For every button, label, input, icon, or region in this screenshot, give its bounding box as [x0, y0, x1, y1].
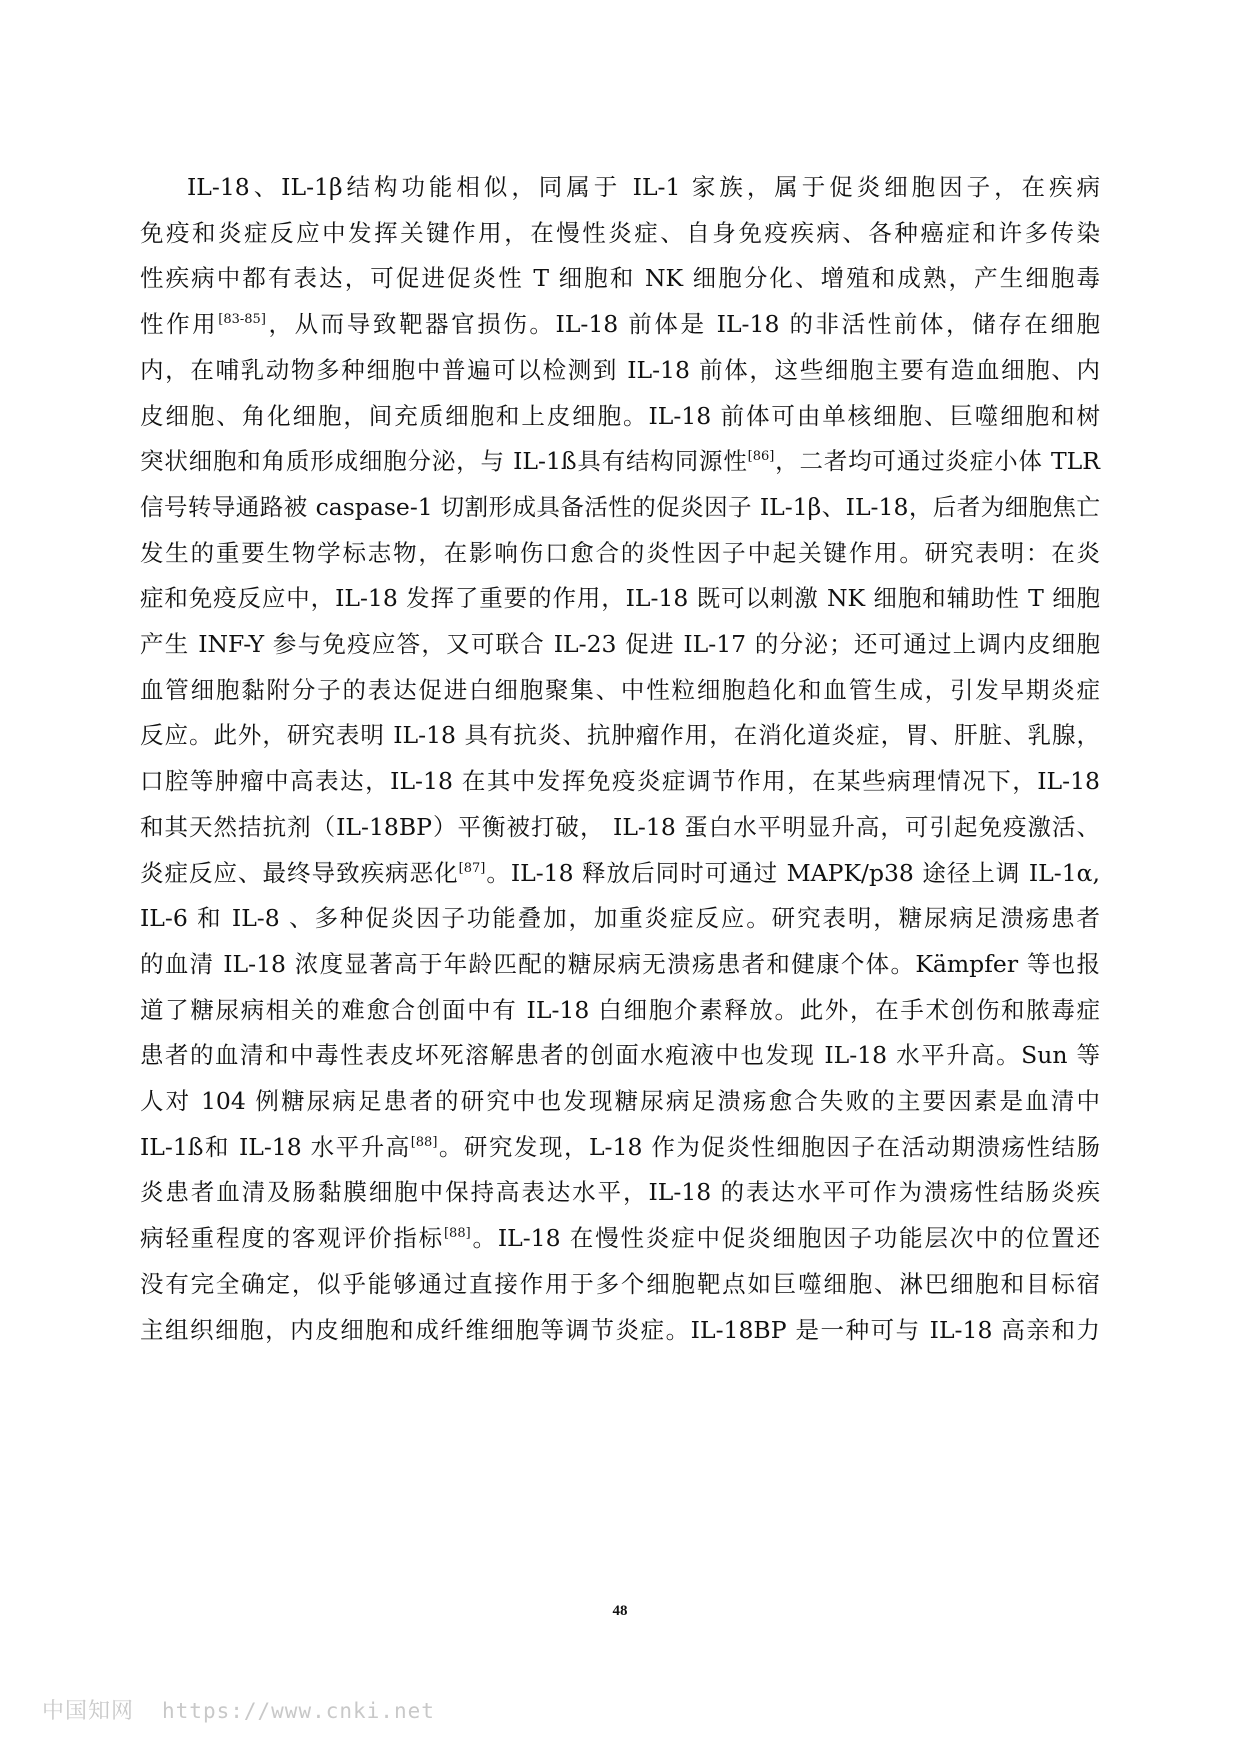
text-line: 主组织细胞，内皮细胞和成纤维细胞等调节炎症。IL-18BP 是一种可与 IL-18 高亲和力 — [140, 1315, 1100, 1344]
text-line: 血管细胞黏附分子的表达促进白细胞聚集、中性粒细胞趋化和血管生成，引发早期炎症 — [140, 675, 1100, 704]
citation: [88] — [443, 1226, 471, 1242]
text-line: 信号转导通路被 caspase-1 切割形成具备活性的促炎因子 IL-1β、IL-18，后者为细胞焦亡 — [140, 492, 1100, 521]
text-line: 反应。此外，研究表明 IL-18 具有抗炎、抗肿瘤作用，在消化道炎症，胃、肝脏、乳腺， — [140, 721, 1100, 750]
citation: [86] — [747, 449, 775, 465]
watermark — [42, 1694, 435, 1725]
citation: [83-85] — [218, 312, 266, 328]
text-line: IL-6 和 IL-8 、多种促炎因子功能叠加，加重炎症反应。研究表明，糖尿病足溃疡患者 — [140, 904, 1100, 933]
page-number: 48 — [612, 1603, 628, 1619]
text-line: 道了糖尿病相关的难愈合创面中有 IL-18 白细胞介素释放。此外，在手术创伤和脓毒症 — [140, 995, 1100, 1024]
text-line: 患者的血清和中毒性表皮坏死溶解患者的创面水疱液中也发现 IL-18 水平升高。Sun 等 — [140, 1041, 1100, 1070]
text-line: 突状细胞和角质形成细胞分泌，与 IL-1ß具有结构同源性[86]，二者均可通过炎症小体 TLR — [140, 447, 1100, 476]
text-line: 性疾病中都有表达，可促进促炎性 T 细胞和 NK 细胞分化、增殖和成熟，产生细胞毒 — [140, 264, 1100, 293]
watermark-brand: 中国知网 — [42, 1699, 135, 1724]
text-line: 口腔等肿瘤中高表达，IL-18 在其中发挥免疫炎症调节作用，在某些病理情况下，IL-18 — [140, 767, 1100, 796]
text-line: IL-1ß和 IL-18 水平升高[88]。研究发现，L-18 作为促炎性细胞因子在活动期溃疡性结肠 — [140, 1132, 1101, 1161]
text-line: 免疫和炎症反应中发挥关键作用，在慢性炎症、自身免疫疾病、各种癌症和许多传染 — [140, 218, 1100, 247]
text-line: 没有完全确定，似乎能够通过直接作用于多个细胞靶点如巨噬细胞、淋巴细胞和目标宿 — [140, 1269, 1100, 1298]
body-paragraph — [140, 165, 1100, 1353]
text-line: 和其天然拮抗剂（IL-18BP）平衡被打破， IL-18 蛋白水平明显升高，可引起免疫激活、 — [140, 812, 1100, 841]
text-line: IL-18、IL-1β结构功能相似，同属于 IL-1 家族，属于促炎细胞因子，在疾病 — [187, 173, 1100, 201]
text-line: 性作用[83-85]，从而导致靶器官损伤。IL-18 前体是 IL-18 的非活性前体，储存在细胞 — [140, 310, 1100, 339]
text-line: 产生 INF-Y 参与免疫应答，又可联合 IL-23 促进 IL-17 的分泌；还可通过上调内皮细胞 — [140, 630, 1100, 659]
text-line: 炎症反应、最终导致疾病恶化[87]。IL-18 释放后同时可通过 MAPK/p38 途径上调 IL-1α, — [140, 858, 1101, 887]
text-line: 病轻重程度的客观评价指标[88]。IL-18 在慢性炎症中促炎细胞因子功能层次中的位置还 — [140, 1224, 1101, 1253]
citation: [87] — [458, 860, 486, 876]
text-line: 发生的重要生物学标志物，在影响伤口愈合的炎性因子中起关键作用。研究表明：在炎 — [140, 538, 1100, 567]
watermark-url: https://www.cnki.net — [162, 1699, 435, 1723]
text-line: 内，在哺乳动物多种细胞中普遍可以检测到 IL-18 前体，这些细胞主要有造血细胞、内 — [140, 355, 1100, 384]
text-line: 皮细胞、角化细胞，间充质细胞和上皮细胞。IL-18 前体可由单核细胞、巨噬细胞和树 — [140, 401, 1100, 430]
text-line: 症和免疫反应中，IL-18 发挥了重要的作用，IL-18 既可以刺激 NK 细胞和辅助性 T 细胞 — [140, 584, 1100, 613]
text-line: 的血清 IL-18 浓度显著高于年龄匹配的糖尿病无溃疡患者和健康个体。Kämpfer 等也报 — [140, 949, 1100, 978]
text-line: 人对 104 例糖尿病足患者的研究中也发现糖尿病足溃疡愈合失败的主要因素是血清中 — [140, 1087, 1100, 1116]
citation: [88] — [410, 1134, 438, 1150]
text-line: 炎患者血清及肠黏膜细胞中保持高表达水平，IL-18 的表达水平可作为溃疡性结肠炎疾 — [140, 1178, 1100, 1207]
